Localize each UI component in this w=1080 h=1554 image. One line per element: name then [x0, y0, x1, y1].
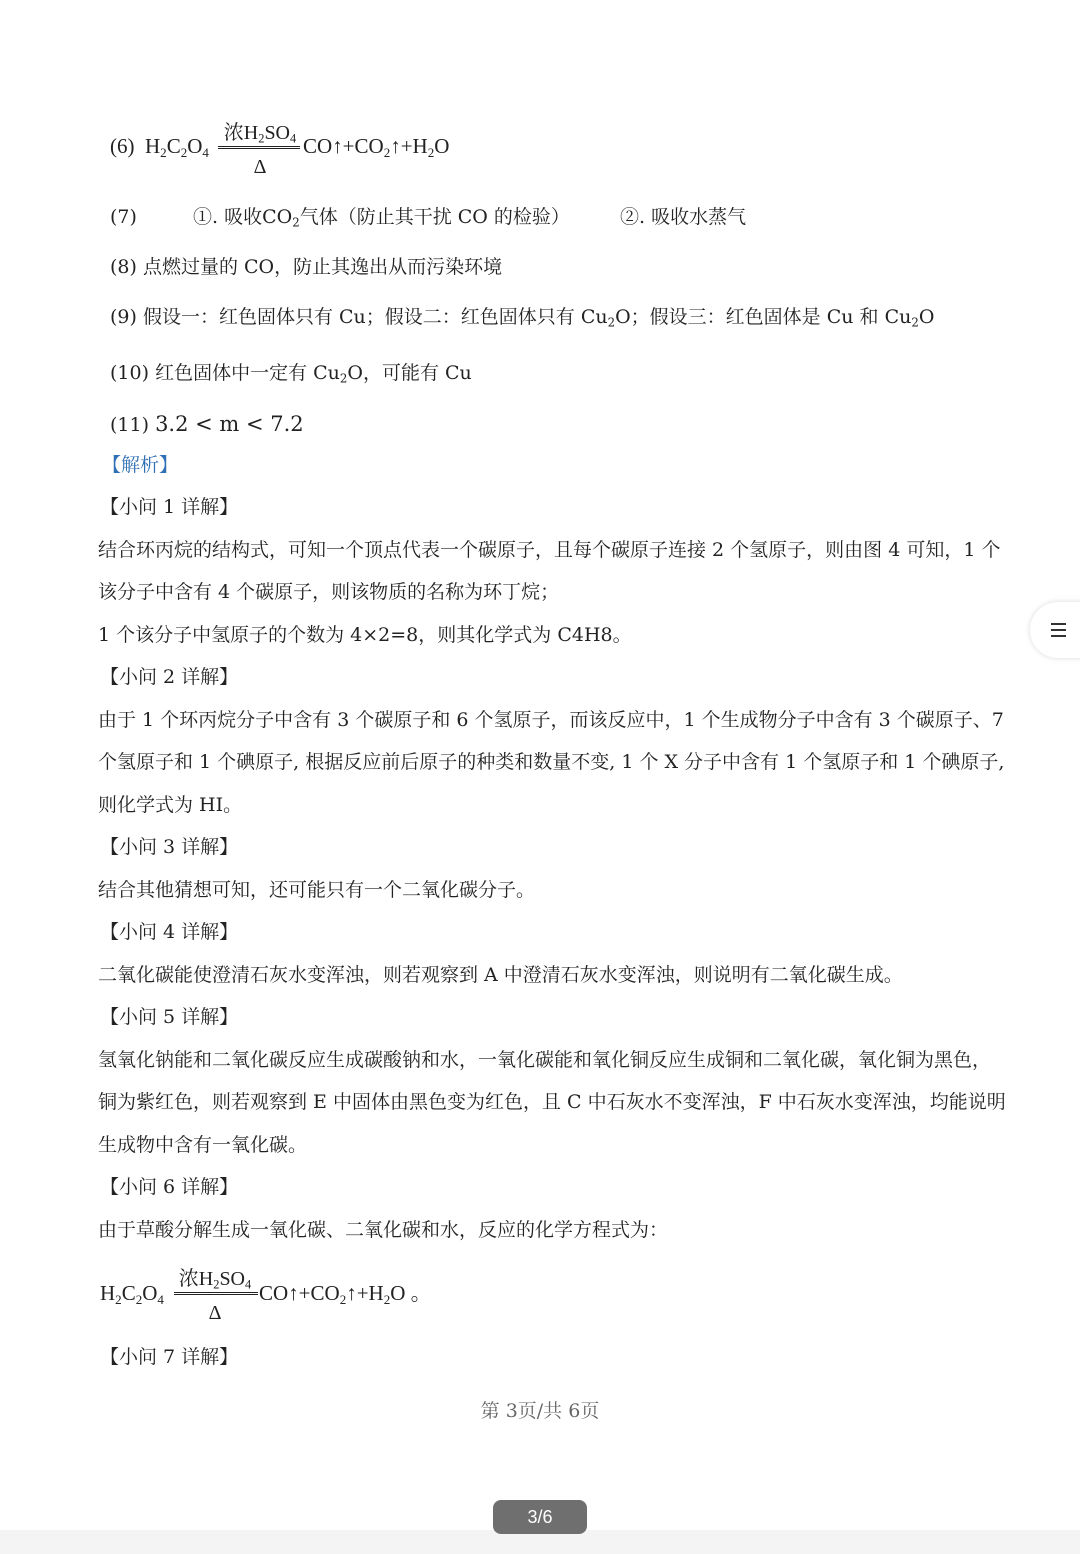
answer-6	[110, 136, 209, 159]
hamburger-menu-icon	[1050, 622, 1068, 638]
paragraph-line: 由于草酸分解生成一氧化碳、二氧化碳和水，反应的化学方程式为：	[98, 1219, 669, 1241]
equation-condition-bottom: Δ	[208, 1302, 222, 1324]
answer-9	[110, 308, 934, 329]
answer-7-part1: ①. 吸收$CO_2$气体（防止其干扰 CO 的检验）	[193, 206, 570, 230]
paragraph-line: 生成物中含有一氧化碳。	[98, 1134, 308, 1156]
section-heading: 【小问 3 详解】	[100, 836, 239, 858]
equation-products: $CO↑+CO_2↑+H_2O$	[303, 134, 450, 160]
paragraph-line: 铜为紫红色，则若观察到 E 中固体由黑色变为红色，且 C 中石灰水不变浑浊，F 中石灰水变浑浊，均能说明	[98, 1091, 1006, 1113]
paragraph-line: 结合环丙烷的结构式，可知一个顶点代表一个碳原子，且每个碳原子连接 2 个氢原子，则由图 4 可知，1 个	[98, 539, 1001, 561]
answer-text: 3.2 < m < 7.2	[155, 412, 304, 436]
equation-condition-bottom: Δ	[253, 156, 267, 178]
answer-number: (7)	[110, 206, 137, 228]
paragraph-line: 该分子中含有 4 个碳原子，则该物质的名称为环丁烷；	[98, 581, 560, 603]
menu-button[interactable]	[1030, 602, 1080, 658]
answer-10	[110, 364, 472, 385]
paragraph-line: 二氧化碳能使澄清石灰水变浑浊，则若观察到 A 中澄清石灰水变浑浊，则说明有二氧化碳生成。	[98, 964, 903, 986]
page-footer: 第 3页/共 6页	[480, 1400, 600, 1422]
paragraph-line: 则化学式为 HI。	[98, 794, 243, 816]
paragraph-line: 1 个该分子中氢原子的个数为 4×2=8，则其化学式为 C4H8。	[98, 624, 632, 646]
answer-number: (6)	[110, 134, 135, 158]
paragraph-line: 由于 1 个环丙烷分子中含有 3 个碳原子和 6 个氢原子，而该反应中，1 个生成物分子中含有 3 个碳原子、7	[98, 709, 1004, 731]
answer-number: (9)	[110, 306, 137, 328]
equation-condition-top: 浓$H_2SO_4$	[178, 1268, 252, 1292]
answer-text: 假设一：红色固体只有 Cu；假设二：红色固体只有 $Cu_2O$；假设三：红色固体是 Cu 和 $Cu_2O$	[142, 306, 935, 330]
answer-7	[110, 208, 746, 229]
answer-7-part2: ②. 吸收水蒸气	[620, 206, 747, 228]
equation-reactant: $H_2C_2O_4$	[100, 1281, 164, 1307]
equation-products: $CO↑+CO_2↑+H_2O$ 。	[259, 1281, 432, 1307]
answer-number: (8)	[110, 256, 137, 278]
answer-number: (10)	[110, 362, 150, 384]
answer-8	[110, 258, 502, 277]
section-heading: 【小问 7 详解】	[100, 1346, 239, 1368]
paragraph-line: 个氢原子和 1 个碘原子, 根据反应前后原子的种类和数量不变, 1 个 X 分子中含有 1 个氢原子和 1 个碘原子,	[98, 751, 1005, 773]
answer-number: (11)	[110, 414, 150, 436]
equation-equals-bar	[174, 1292, 258, 1295]
paragraph-line: 氢氧化钠能和二氧化碳反应生成碳酸钠和水，一氧化碳能和氧化铜反应生成铜和二氧化碳，氧化铜为黑色，	[98, 1049, 992, 1071]
answer-text: 点燃过量的 CO，防止其逸出从而污染环境	[142, 256, 503, 278]
section-heading: 【小问 6 详解】	[100, 1176, 239, 1198]
answer-11	[110, 414, 304, 435]
section-heading: 【小问 1 详解】	[100, 496, 239, 518]
analysis-label: 【解析】	[102, 454, 179, 476]
paragraph-line: 结合其他猜想可知，还可能只有一个二氧化碳分子。	[98, 879, 536, 901]
answer-text: 红色固体中一定有 $Cu_2O$，可能有 Cu	[155, 362, 472, 386]
equation-reactant: $H_2C_2O_4$	[145, 134, 209, 160]
equation-condition-top: 浓$H_2SO_4$	[223, 122, 297, 146]
section-heading: 【小问 2 详解】	[100, 666, 239, 688]
section-heading: 【小问 5 详解】	[100, 1006, 239, 1028]
equation-equals-bar	[218, 146, 300, 149]
page-indicator: 3/6	[493, 1500, 587, 1534]
section-heading: 【小问 4 详解】	[100, 921, 239, 943]
